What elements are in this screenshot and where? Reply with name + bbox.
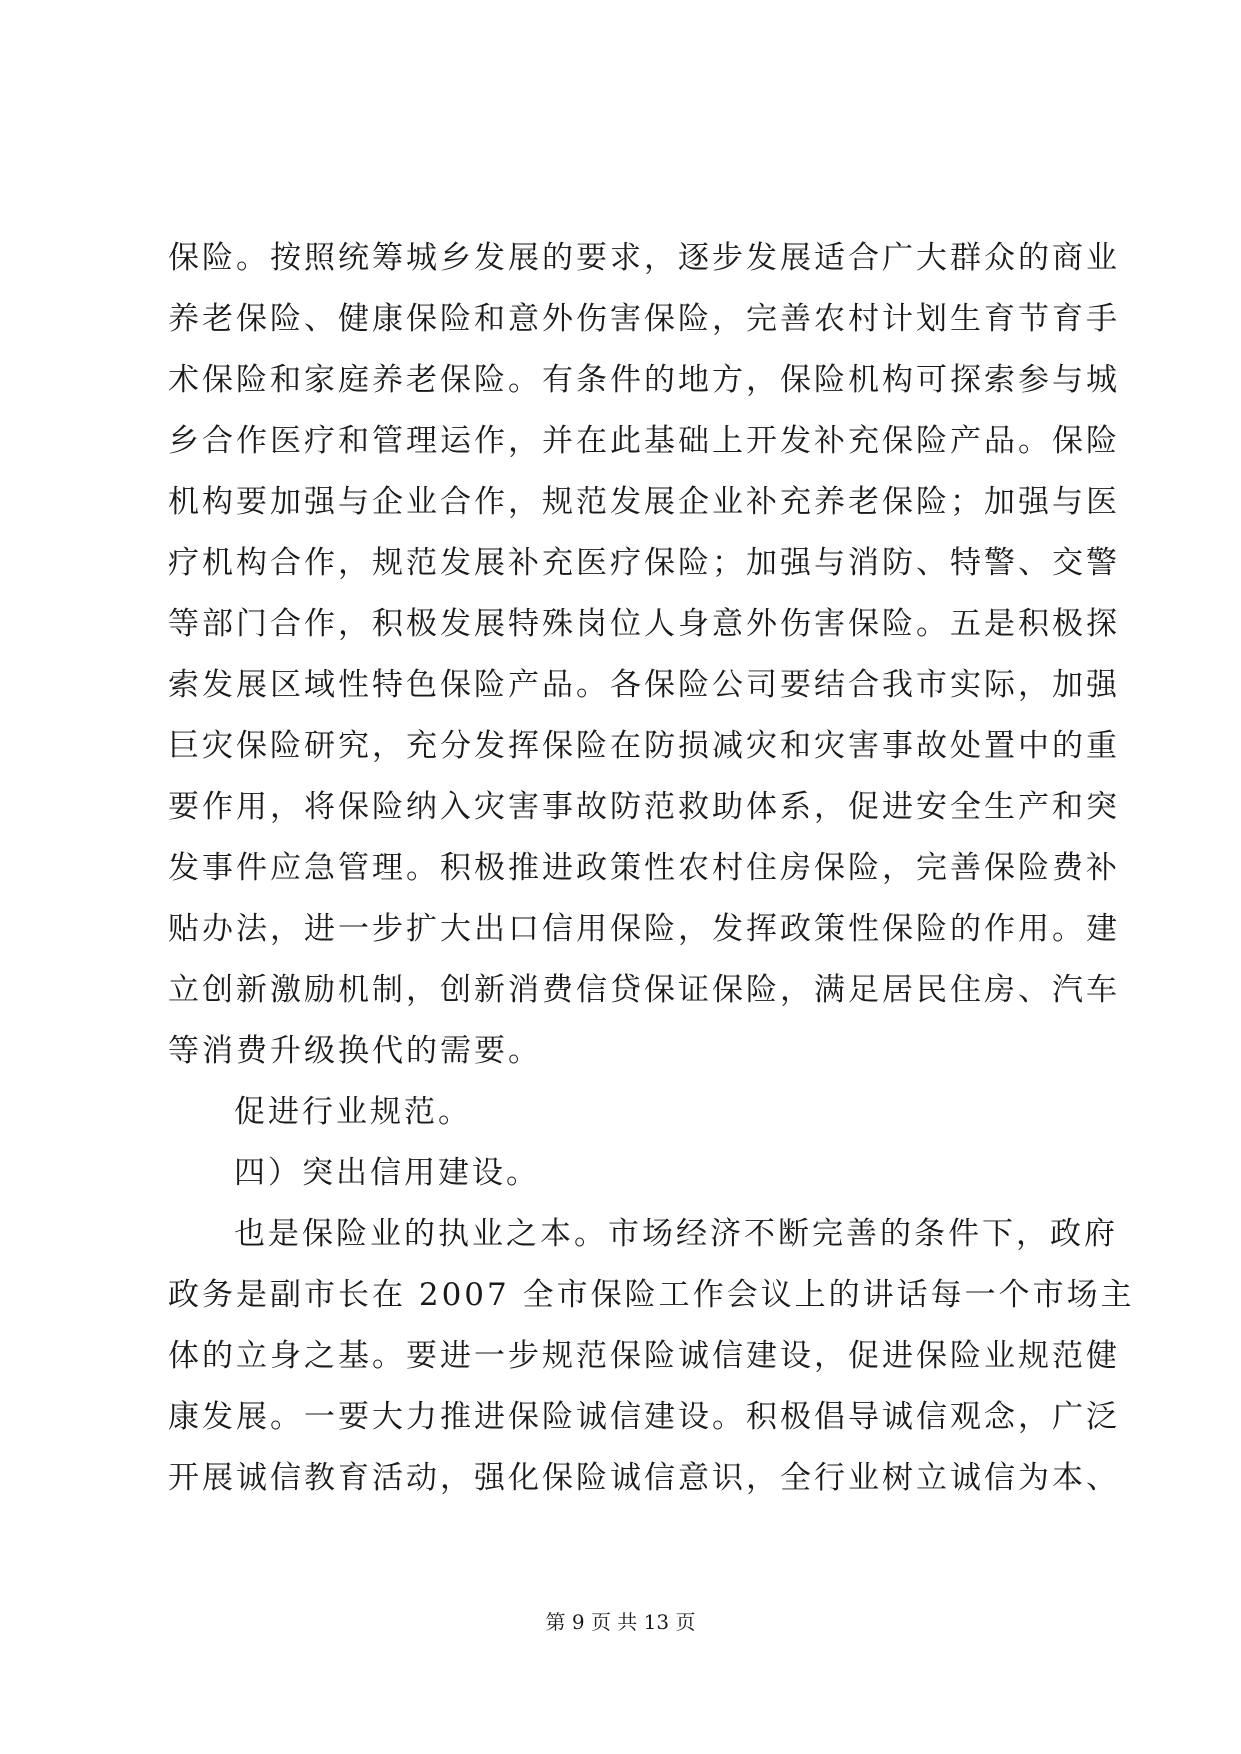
text-line: 开展诚信教育活动，强化保险诚信意识，全行业树立诚信为本、 xyxy=(168,1460,1120,1496)
section-line: 促进行业规范。 xyxy=(234,1094,472,1130)
text-line: 养老保险、健康保险和意外伤害保险，完善农村计划生育节育手 xyxy=(168,301,1120,337)
text-line: 也是保险业的执业之本。市场经济不断完善的条件下，政府 xyxy=(234,1216,1118,1252)
section-heading: 四）突出信用建设。 xyxy=(234,1155,540,1191)
text-line: 乡合作医疗和管理运作，并在此基础上开发补充保险产品。保险 xyxy=(168,423,1120,459)
text-line: 等消费升级换代的需要。 xyxy=(168,1033,542,1069)
text-line: 要作用，将保险纳入灾害事故防范救助体系，促进安全生产和突 xyxy=(168,789,1120,825)
text-line: 机构要加强与企业合作，规范发展企业补充养老保险；加强与医 xyxy=(168,484,1120,520)
page-number-footer: 第 9 页 共 13 页 xyxy=(545,1610,696,1634)
text-line: 贴办法，进一步扩大出口信用保险，发挥政策性保险的作用。建 xyxy=(168,911,1120,947)
text-line: 发事件应急管理。积极推进政策性农村住房保险，完善保险费补 xyxy=(168,850,1120,886)
text-line: 保险。按照统筹城乡发展的要求，逐步发展适合广大群众的商业 xyxy=(168,240,1120,276)
text-line: 疗机构合作，规范发展补充医疗保险；加强与消防、特警、交警 xyxy=(168,545,1120,581)
text-line: 立创新激励机制，创新消费信贷保证保险，满足居民住房、汽车 xyxy=(168,972,1120,1008)
text-line: 等部门合作，积极发展特殊岗位人身意外伤害保险。五是积极探 xyxy=(168,606,1120,642)
text-line: 索发展区域性特色保险产品。各保险公司要结合我市实际，加强 xyxy=(168,667,1120,703)
text-line: 康发展。一要大力推进保险诚信建设。积极倡导诚信观念，广泛 xyxy=(168,1399,1120,1435)
text-line: 巨灾保险研究，充分发挥保险在防损减灾和灾害事故处置中的重 xyxy=(168,728,1120,764)
text-line: 体的立身之基。要进一步规范保险诚信建设，促进保险业规范健 xyxy=(168,1338,1120,1374)
text-line: 术保险和家庭养老保险。有条件的地方，保险机构可探索参与城 xyxy=(168,362,1120,398)
text-line: 政务是副市长在 2007 全市保险工作会议上的讲话每一个市场主 xyxy=(168,1277,1135,1313)
body-text xyxy=(168,228,1135,1509)
